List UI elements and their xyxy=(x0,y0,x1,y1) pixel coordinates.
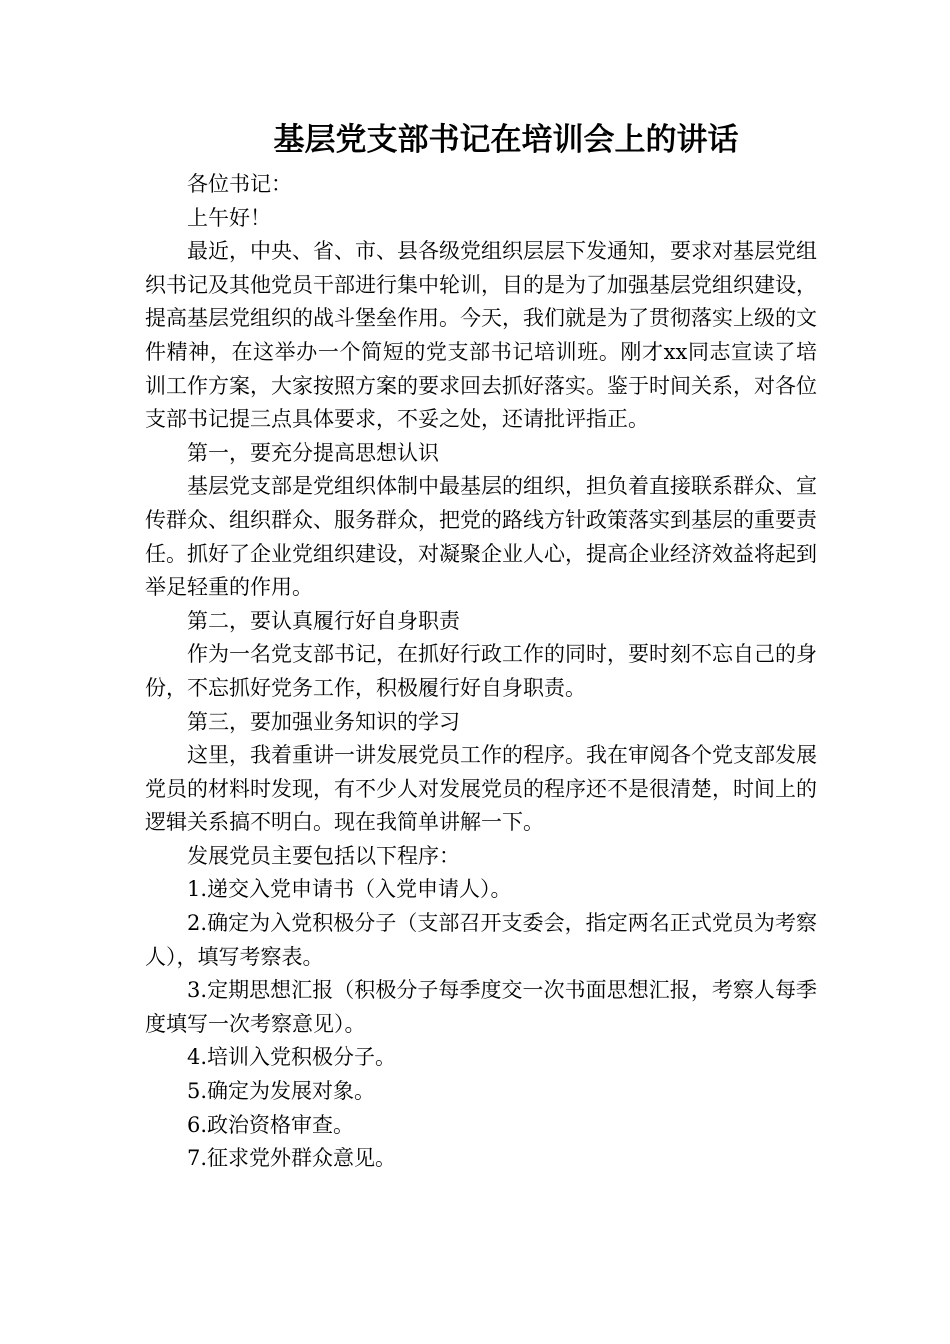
procedure-item: 7.征求党外群众意见。 xyxy=(187,1146,397,1171)
document-body xyxy=(145,168,817,1176)
procedure-item: 3.定期思想汇报（积极分子每季度交一次书面思想汇报，考察人每季度填写一次考察意见）。 xyxy=(145,978,817,1036)
salutation: 各位书记： xyxy=(187,172,292,196)
section-heading-3: 第三，要加强业务知识的学习 xyxy=(187,709,460,734)
procedure-item: 1.递交入党申请书（入党申请人）。 xyxy=(187,877,512,902)
procedure-item: 2.确定为入党积极分子（支部召开支委会，指定两名正式党员为考察人），填写考察表。 xyxy=(145,911,817,969)
section-heading-1: 第一，要充分提高思想认识 xyxy=(187,440,439,465)
procedure-item: 5.确定为发展对象。 xyxy=(187,1079,376,1104)
section-paragraph-3: 这里，我着重讲一讲发展党员工作的程序。我在审阅各个党支部发展党员的材料时发现，有不少人对发展党员的程序还不是很清楚，时间上的逻辑关系搞不明白。现在我简单讲解一下。 xyxy=(145,743,817,835)
procedure-intro: 发展党员主要包括以下程序： xyxy=(187,843,460,868)
greeting: 上午好！ xyxy=(187,205,271,230)
procedure-item: 6.政治资格审查。 xyxy=(187,1112,355,1137)
intro-paragraph: 最近，中央、省、市、县各级党组织层层下发通知，要求对基层党组织书记及其他党员干部进行集中轮训，目的是为了加强基层党组织建设，提高基层党组织的战斗堡垒作用。今天，我们就是为了贯彻落实上级的文件精神，在这举办一个简短的党支部书记培训班。刚才xx同志宣读了培训工作方案，大家按照方案的要求回去抓好落实。鉴于时间关系，对各位支部书记提三点具体要求，不妥之处，还请批评指正。 xyxy=(145,239,817,432)
document-title: 基层党支部书记在培训会上的讲话 xyxy=(273,122,739,158)
section-heading-2: 第二，要认真履行好自身职责 xyxy=(187,608,460,633)
section-paragraph-1: 基层党支部是党组织体制中最基层的组织，担负着直接联系群众、宣传群众、组织群众、服务群众，把党的路线方针政策落实到基层的重要责任。抓好了企业党组织建设，对凝聚企业人心，提高企业经济效益将起到举足轻重的作用。 xyxy=(145,474,817,600)
procedure-item: 4.培训入党积极分子。 xyxy=(187,1045,397,1070)
section-paragraph-2: 作为一名党支部书记，在抓好行政工作的同时，要时刻不忘自己的身份，不忘抓好党务工作，积极履行好自身职责。 xyxy=(145,642,817,700)
